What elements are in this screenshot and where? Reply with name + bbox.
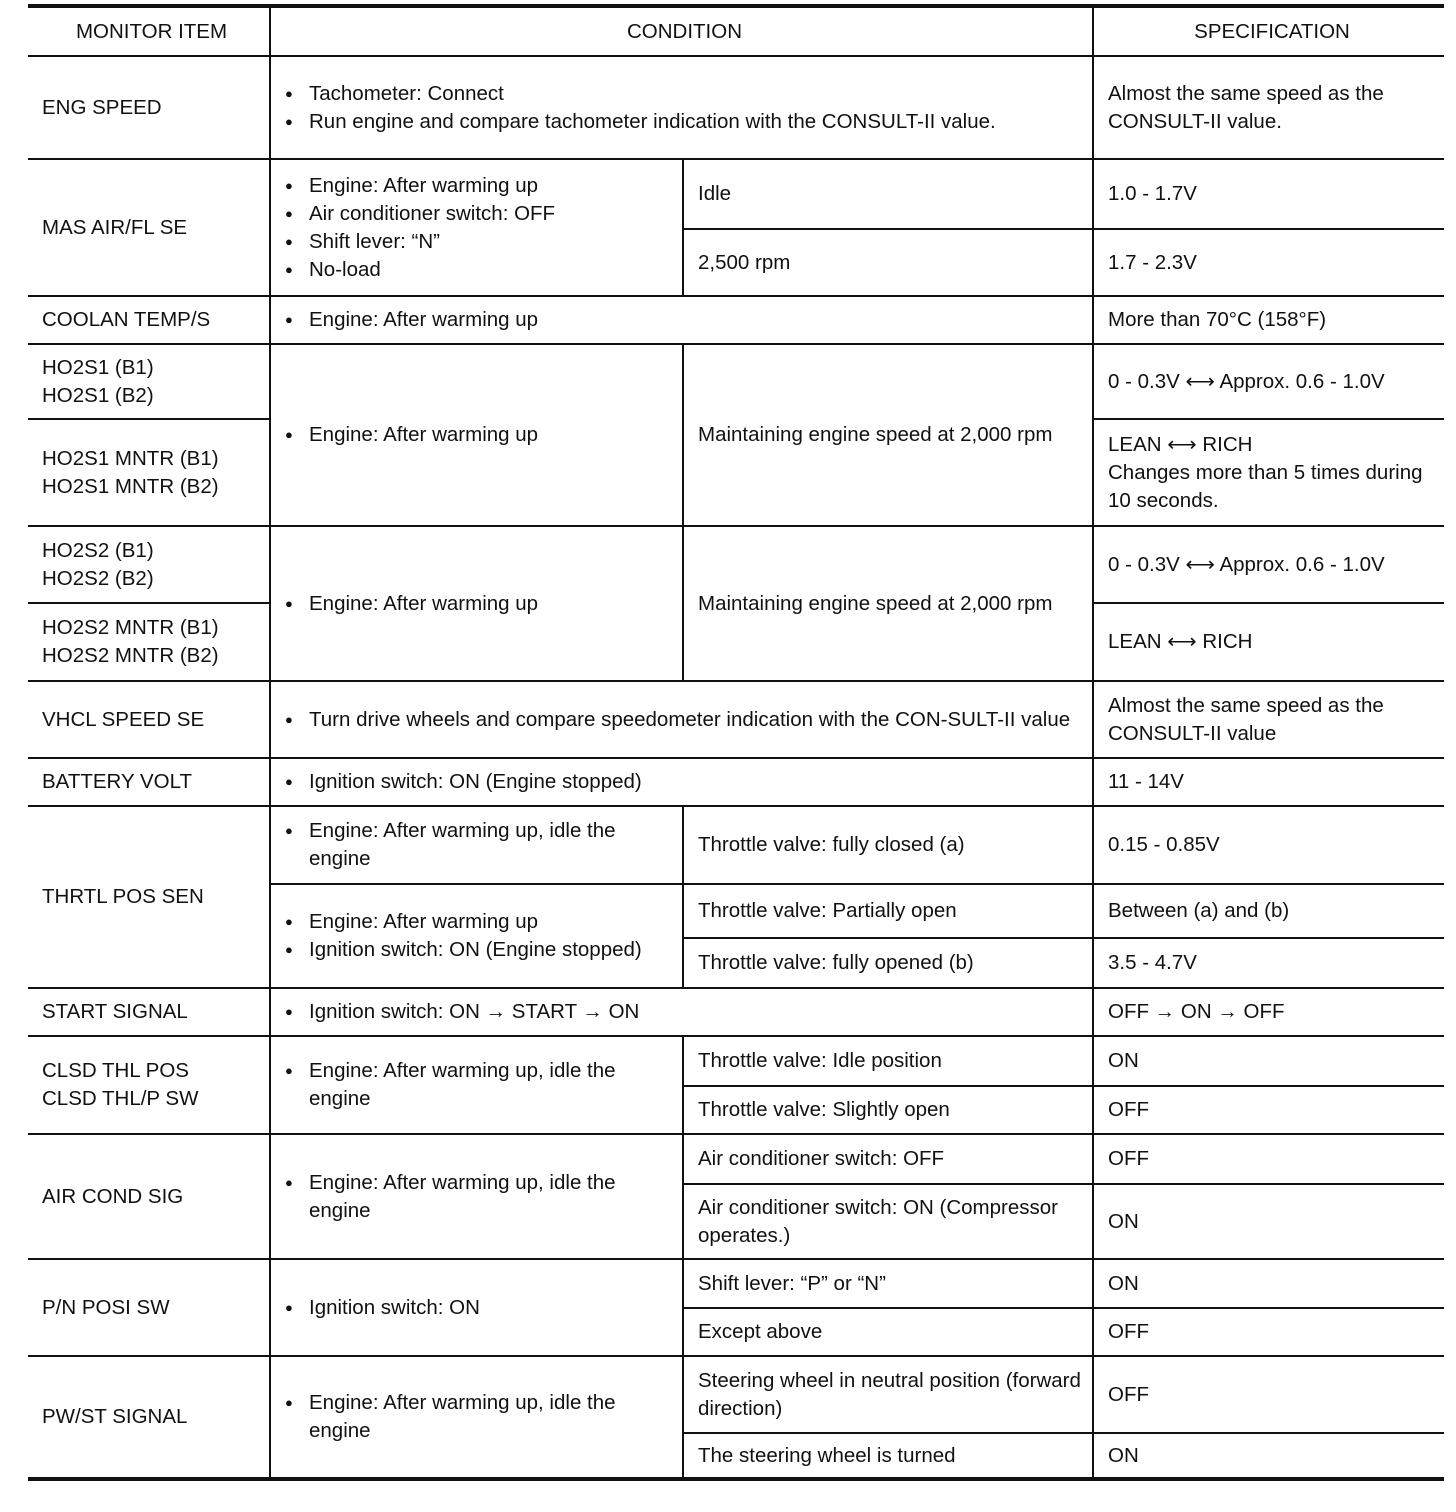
spec-thrtl-closed: 0.15 - 0.85V: [1093, 806, 1444, 884]
sub-clsd-open: Throttle valve: Slightly open: [683, 1086, 1093, 1134]
spec-clsd-open: OFF: [1093, 1086, 1444, 1134]
bullet: ● Ignition switch: ON (Engine stopped): [285, 936, 674, 964]
sub-pwst-neutral: Steering wheel in neutral position (forward direction): [683, 1356, 1093, 1433]
bullet: ● Engine: After warming up: [285, 908, 674, 936]
sub-thrtl-partial: Throttle valve: Partially open: [683, 884, 1093, 938]
cond-eng-speed: [270, 56, 1093, 159]
bullet: ● Engine: After warming up, idle the engine: [285, 1169, 674, 1225]
bullet: ● No-load: [285, 256, 674, 284]
item-thrtl: THRTL POS SEN: [28, 806, 270, 988]
sub-ho2s1: Maintaining engine speed at 2,000 rpm: [683, 344, 1093, 526]
spec-ho2s1: 0 - 0.3V ⟷ Approx. 0.6 - 1.0V: [1093, 344, 1444, 419]
sub-aircond-off: Air conditioner switch: OFF: [683, 1134, 1093, 1184]
spec-ho2s1-mntr: LEAN ⟷ RICH Changes more than 5 times during 10 seconds.: [1093, 419, 1444, 526]
bullet: ● Tachometer: Connect: [285, 80, 1084, 108]
spec-thrtl-open: 3.5 - 4.7V: [1093, 938, 1444, 988]
spec-ho2s2: 0 - 0.3V ⟷ Approx. 0.6 - 1.0V: [1093, 526, 1444, 603]
spec-eng-speed: Almost the same speed as the CONSULT-II value.: [1093, 56, 1444, 159]
spec-vhcl: Almost the same speed as the CONSULT-II value: [1093, 681, 1444, 758]
sub-thrtl-open: Throttle valve: fully opened (b): [683, 938, 1093, 988]
sub-pwst-turned: The steering wheel is turned: [683, 1433, 1093, 1479]
item-pn: P/N POSI SW: [28, 1259, 270, 1356]
cond-clsd: [270, 1036, 683, 1134]
bullet: ● Turn drive wheels and compare speedometer indication with the CON-SULT-II value: [285, 706, 1084, 734]
bullet: ● Engine: After warming up: [285, 590, 674, 618]
item-mas: MAS AIR/FL SE: [28, 159, 270, 296]
item-coolan: COOLAN TEMP/S: [28, 296, 270, 344]
spec-mas-2500: 1.7 - 2.3V: [1093, 229, 1444, 296]
spec-battery: 11 - 14V: [1093, 758, 1444, 806]
bullet: ● Engine: After warming up, idle the engine: [285, 1389, 674, 1445]
item-battery: BATTERY VOLT: [28, 758, 270, 806]
bullet: ● Shift lever: “N”: [285, 228, 674, 256]
sub-clsd-idle: Throttle valve: Idle position: [683, 1036, 1093, 1086]
cond-coolan: [270, 296, 1093, 344]
item-clsd: CLSD THL POS CLSD THL/P SW: [28, 1036, 270, 1134]
bullet: ● Ignition switch: ON → START → ON: [285, 998, 1084, 1026]
item-vhcl: VHCL SPEED SE: [28, 681, 270, 758]
bullet: ● Engine: After warming up: [285, 421, 674, 449]
spec-ho2s2-mntr: LEAN ⟷ RICH: [1093, 603, 1444, 681]
sub-thrtl-closed: Throttle valve: fully closed (a): [683, 806, 1093, 884]
sub-pn-pn: Shift lever: “P” or “N”: [683, 1259, 1093, 1308]
bullet: ● Ignition switch: ON: [285, 1294, 674, 1322]
sub-pn-except: Except above: [683, 1308, 1093, 1356]
cond-pwst: [270, 1356, 683, 1479]
sub-mas-idle: Idle: [683, 159, 1093, 229]
spec-aircond-on: ON: [1093, 1184, 1444, 1259]
bullet: ● Engine: After warming up, idle the engine: [285, 817, 674, 873]
spec-start: OFF → ON → OFF: [1093, 988, 1444, 1036]
item-aircond: AIR COND SIG: [28, 1134, 270, 1259]
bullet: ● Engine: After warming up: [285, 172, 674, 200]
spec-aircond-off: OFF: [1093, 1134, 1444, 1184]
cond-thrtl-2: [270, 884, 683, 988]
item-pwst: PW/ST SIGNAL: [28, 1356, 270, 1479]
item-ho2s1: HO2S1 (B1) HO2S1 (B2): [28, 344, 270, 419]
cond-battery: [270, 758, 1093, 806]
bullet: ● Run engine and compare tachometer indication with the CONSULT-II value.: [285, 108, 1084, 136]
header-condition: CONDITION: [270, 6, 1093, 56]
spec-coolan: More than 70°C (158°F): [1093, 296, 1444, 344]
bullet: ● Engine: After warming up: [285, 306, 1084, 334]
cond-start: [270, 988, 1093, 1036]
sub-mas-2500: 2,500 rpm: [683, 229, 1093, 296]
spec-pn-pn: ON: [1093, 1259, 1444, 1308]
header-specification: SPECIFICATION: [1093, 6, 1444, 56]
cond-mas: [270, 159, 683, 296]
spec-mas-idle: 1.0 - 1.7V: [1093, 159, 1444, 229]
item-start: START SIGNAL: [28, 988, 270, 1036]
cond-thrtl-1: [270, 806, 683, 884]
monitor-spec-table: [28, 4, 1444, 1481]
header-monitor-item: MONITOR ITEM: [28, 6, 270, 56]
cond-ho2s1: [270, 344, 683, 526]
item-ho2s2-mntr: HO2S2 MNTR (B1) HO2S2 MNTR (B2): [28, 603, 270, 681]
cond-vhcl: [270, 681, 1093, 758]
spec-thrtl-partial: Between (a) and (b): [1093, 884, 1444, 938]
spec-clsd-idle: ON: [1093, 1036, 1444, 1086]
spec-pwst-neutral: OFF: [1093, 1356, 1444, 1433]
sub-ho2s2: Maintaining engine speed at 2,000 rpm: [683, 526, 1093, 681]
cond-aircond: [270, 1134, 683, 1259]
bullet: ● Ignition switch: ON (Engine stopped): [285, 768, 1084, 796]
bullet: ● Engine: After warming up, idle the engine: [285, 1057, 674, 1113]
spec-pn-except: OFF: [1093, 1308, 1444, 1356]
bullet: ● Air conditioner switch: OFF: [285, 200, 674, 228]
cond-ho2s2: [270, 526, 683, 681]
spec-pwst-turned: ON: [1093, 1433, 1444, 1479]
item-ho2s1-mntr: HO2S1 MNTR (B1) HO2S1 MNTR (B2): [28, 419, 270, 526]
sub-aircond-on: Air conditioner switch: ON (Compressor operates.): [683, 1184, 1093, 1259]
cond-pn: [270, 1259, 683, 1356]
item-eng-speed: ENG SPEED: [28, 56, 270, 159]
item-ho2s2: HO2S2 (B1) HO2S2 (B2): [28, 526, 270, 603]
